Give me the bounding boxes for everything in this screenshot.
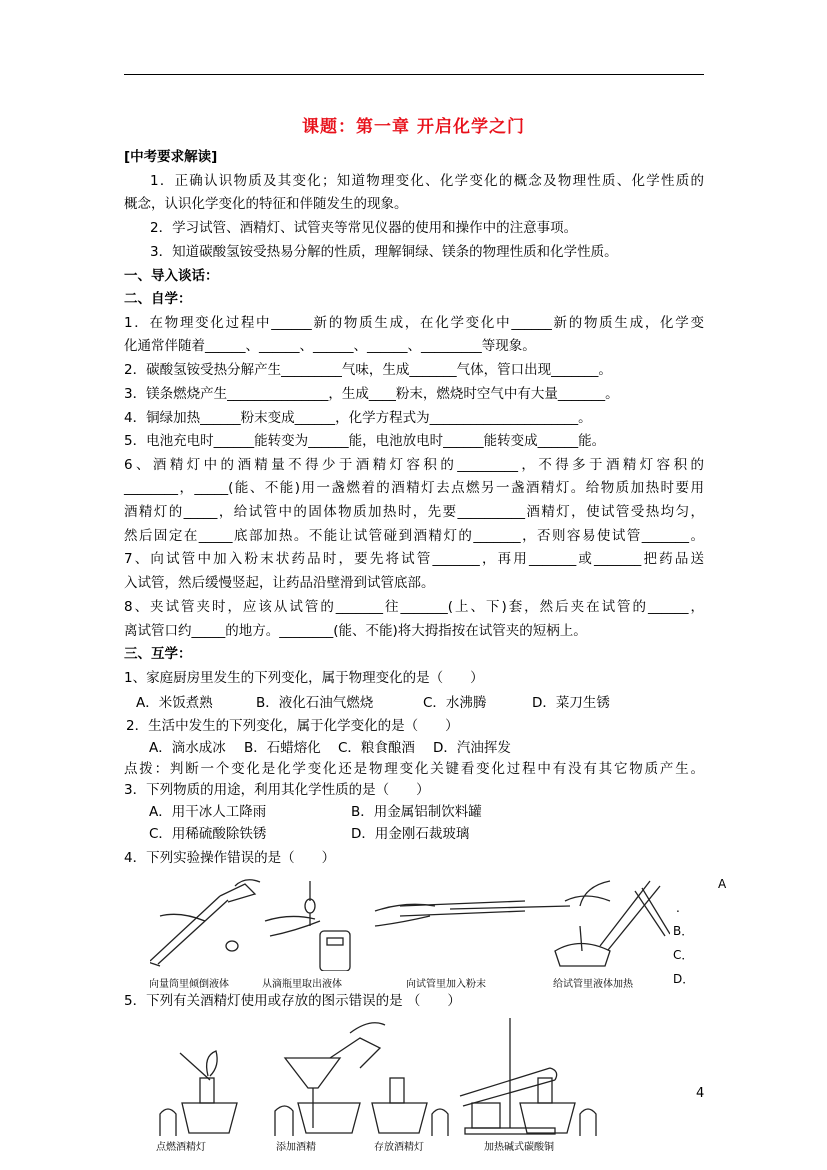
mc-q2: 2．生活中发生的下列变化，属于化学变化的是（ ）: [126, 718, 459, 734]
mc-q3-option-a: A．用干冰人工降雨: [149, 804, 267, 820]
q4-label-a: A: [718, 877, 727, 891]
q4-caption-b: 从滴瓶里取出液体: [262, 979, 342, 990]
mc-q1-option-a: A．米饭煮熟: [136, 695, 213, 711]
q4-label-dot: .: [676, 901, 680, 915]
mc-q3-option-c: C．用稀硫酸除铁锈: [149, 826, 267, 842]
mc-q5: 5．下列有关酒精灯使用或存放的图示错误的是 （ ）: [124, 993, 461, 1009]
header-rule: [124, 74, 704, 75]
requirement-3: 3．知道碳酸氢铵受热易分解的性质，理解铜绿、镁条的物理性质和化学性质。: [150, 244, 618, 260]
requirement-1a: 1．正确认识物质及其变化；知道物理变化、化学变化的概念及物理性质、化学性质的: [150, 173, 704, 189]
section-mutual: 三、互学：: [124, 646, 192, 662]
mc-q2-option-c: C．粮食酿酒: [338, 740, 415, 756]
storing-lamp-figure: [372, 1078, 448, 1136]
q5-caption-b: 添加酒精: [276, 1142, 316, 1153]
mc-q3-option-b: B．用金属铝制饮料罐: [351, 804, 482, 820]
hint-text: 点拨：判断一个变化是化学变化还是物理变化关键看变化过程中有没有其它物质产生。: [124, 761, 704, 777]
mc-q1: 1、家庭厨房里发生的下列变化，属于物理变化的是（ ）: [124, 670, 484, 686]
fill-q6d: 然后固定在_____底部加热。不能让试管碰到酒精灯的_______，否则容易使试管_______。: [124, 528, 704, 544]
fill-q7b: 入试管，然后缓慢竖起，让药品沿壁滑到试管底部。: [124, 575, 435, 591]
section-intro: 一、导入谈话：: [124, 268, 219, 284]
requirements-heading: [中考要求解读]: [124, 149, 218, 165]
fill-q6c: 酒精灯的_____，给试管中的固体物质加热时，先要__________酒精灯，使试管受热均匀，: [124, 504, 704, 520]
q4-illustrations: [150, 876, 670, 971]
mc-q1-option-d: D．菜刀生锈: [532, 695, 610, 711]
q5-caption-d: 加热碱式碳酸铜: [484, 1142, 554, 1153]
lighting-lamp-figure: [160, 1051, 237, 1136]
q4-label-b: B．: [673, 924, 694, 938]
fill-q8a: 8、夹试管夹时，应该从试管的_______往_______(上、下)套，然后夹在试管的______，: [124, 599, 704, 615]
q5-caption-c: 存放酒精灯: [374, 1142, 424, 1153]
section-self-study: 二、自学：: [124, 291, 192, 307]
fill-q2: 2．碳酸氢铵受热分解产生_________气味，生成_______气体，管口出现_______。: [124, 362, 612, 378]
mc-q4: 4．下列实验操作错误的是（ ）: [124, 850, 336, 866]
dropper-figure: [265, 881, 350, 971]
fill-q7a: 7、向试管中加入粉末状药品时，要先将试管_______，再用_______或_______把药品送: [124, 551, 704, 567]
fill-q3: 3．镁条燃烧产生_______________，生成____粉末，燃烧时空气中有大量_______。: [124, 386, 619, 402]
fill-q6b: ________，_____(能、不能)用一盏燃着的酒精灯去点燃另一盏酒精灯。给物质加热时要用: [124, 480, 704, 496]
mc-q3: 3．下列物质的用途，利用其化学性质的是（ ）: [124, 782, 430, 798]
requirement-1b: 概念，认识化学变化的特征和伴随发生的现象。: [124, 196, 408, 212]
q4-caption-d: 给试管里液体加热: [553, 979, 633, 990]
page-number: 4: [696, 1086, 705, 1101]
mc-q2-option-d: D．汽油挥发: [433, 740, 511, 756]
q4-caption-c: 向试管里加入粉末: [406, 979, 486, 990]
q4-caption-a: 向量筒里倾倒液体: [149, 979, 229, 990]
fill-q4: 4．铜绿加热______粉末变成______，化学方程式为______________________。: [124, 410, 592, 426]
adding-alcohol-figure: [275, 1023, 385, 1136]
q5-illustrations: [150, 1018, 610, 1136]
q4-label-d: D．: [673, 972, 695, 986]
fill-q1b: 化通常伴随着______、______、______、______、_________等现象。: [124, 338, 536, 354]
q4-label-c: C．: [673, 948, 694, 962]
q5-caption-a: 点燃酒精灯: [156, 1142, 206, 1153]
fill-q8b: 离试管口约_____的地方。________(能、不能)将大拇指按在试管夹的短柄上。: [124, 623, 587, 639]
mc-q1-option-b: B．液化石油气燃烧: [256, 695, 374, 711]
mc-q2-option-b: B．石蜡熔化: [244, 740, 321, 756]
page-title: 课题：第一章 开启化学之门: [302, 117, 525, 137]
heating-copper-carbonate-figure: [460, 1018, 596, 1136]
fill-q1a: 1．在物理变化过程中______新的物质生成，在化学变化中______新的物质生成，化学变: [124, 315, 704, 331]
mc-q3-option-d: D．用金刚石裁玻璃: [351, 826, 470, 842]
requirement-2: 2．学习试管、酒精灯、试管夹等常见仪器的使用和操作中的注意事项。: [150, 220, 578, 236]
mc-q1-option-c: C．水沸腾: [423, 695, 487, 711]
heating-tube-figure: [555, 881, 670, 966]
mc-q2-option-a: A．滴水成冰: [149, 740, 226, 756]
graduated-cylinder-figure: [150, 880, 260, 966]
powder-tube-figure: [375, 896, 610, 926]
fill-q6a: 6、酒精灯中的酒精量不得少于酒精灯容积的_________，不得多于酒精灯容积的: [124, 457, 704, 473]
fill-q5: 5．电池充电时______能转变为______能，电池放电时______能转变成______能。: [124, 433, 606, 449]
